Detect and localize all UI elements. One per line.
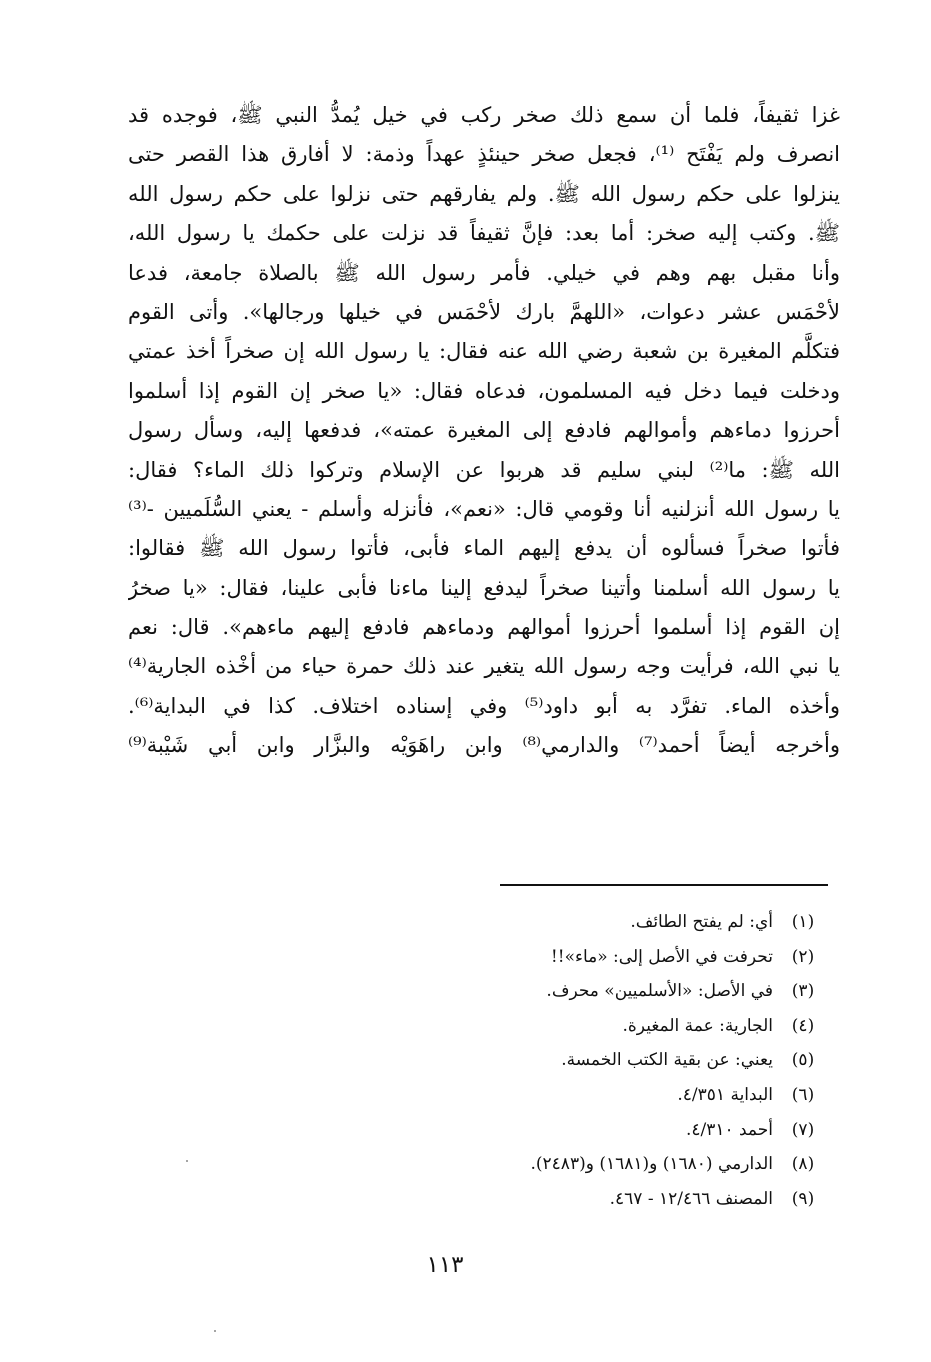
footnote-text: أي: لم يفتح الطائف. [630, 912, 773, 932]
footnote-item [403, 1113, 823, 1148]
footnote-text: الدارمي (١٦٨٠) و(١٦٨١) و(٢٤٨٣). [530, 1154, 773, 1175]
text-line: إن القوم إذا أسلموا أحرزوا أموالهم ودماءهم فادفع إليهم ماءهم». قال: نعم [128, 615, 840, 640]
text-line: وأخرجه أيضاً أحمد⁽⁷⁾ والدارمي⁽⁸⁾ وابن راهَوَيْه والبزَّار وابن أبي شَيْبة⁽⁹⁾ [128, 733, 840, 758]
footnote-text: تحرفت في الأصل إلى: «ماء»!! [550, 946, 773, 967]
main-text-block [128, 96, 840, 766]
text-line: انصرف ولم يَفْتَح ⁽¹⁾، فجعل صخر حينئذٍ عهداً وذمة: لا أفارق هذا القصر حتى [128, 142, 840, 167]
text-line: ﷺ. وكتب إليه صخر: أما بعد: فإنَّ ثقيفاً قد نزلت على حكمك يا رسول الله، [128, 221, 840, 246]
footnote-divider [500, 884, 828, 886]
text-line: لأحْمَس عشر دعوات، «اللهمَّ بارك لأحْمَس في خيلها ورجالها». وأتى القوم [128, 299, 840, 324]
text-line: فأتوا صخراً فسألوه أن يدفع إليهم الماء فأبى، فأتوا رسول الله ﷺ فقالوا: [128, 536, 840, 561]
footnote-number: (٦) [791, 1084, 815, 1105]
footnote-number: (٤) [791, 1015, 815, 1036]
footnote-number: (٩) [791, 1188, 815, 1209]
footnote-number: (٥) [791, 1050, 815, 1071]
footnote-item [403, 1009, 823, 1044]
footnote-text: يعني: عن بقية الكتب الخمسة. [561, 1050, 773, 1071]
footnotes [403, 905, 823, 1216]
footnote-item [403, 1043, 823, 1078]
text-line: غزا ثقيفاً، فلما أن سمع ذلك صخر ركب في خيل يُمدُّ النبي ﷺ، فوجده قد [128, 103, 840, 127]
scan-speck [186, 1160, 188, 1162]
footnote-number: (١) [791, 912, 815, 932]
footnote-item [403, 1182, 823, 1217]
footnote-text: في الأصل: «الأسلميين» محرف. [546, 981, 773, 1002]
footnote-number: (٨) [791, 1154, 815, 1175]
text-line: ينزلوا على حكم رسول الله ﷺ. ولم يفارقهم حتى نزلوا على حكم رسول الله [128, 181, 840, 206]
footnote-text: البداية ٤/٣٥١. [677, 1084, 773, 1105]
footnote-number: (٣) [791, 981, 815, 1002]
text-line: فتكلَّم المغيرة بن شعبة رضي الله عنه فقال: يا رسول الله إن صخراً أخذ عمتي [128, 339, 840, 364]
text-line: وأنا مقبل بهم وهم في خيلي. فأمر رسول الله ﷺ بالصلاة جامعة، فدعا [128, 260, 840, 285]
footnote-number: (٢) [791, 946, 815, 967]
text-line: الله ﷺ: ما⁽²⁾ لبني سليم قد هربوا عن الإسلام وتركوا ذلك الماء؟ فقال: [128, 457, 840, 482]
footnote-number: (٧) [791, 1119, 815, 1140]
scan-speck [214, 1330, 216, 1332]
footnote-text: المصنف ١٢/٤٦٦ - ٤٦٧. [609, 1188, 773, 1209]
text-line: يا رسول الله أنزلنيه أنا وقومي قال: «نعم»، فأنزله وأسلم - يعني السُّلَميين -⁽³⁾ [128, 496, 840, 521]
page-number: ١١٣ [426, 1252, 464, 1278]
footnote-text: أحمد ٤/٣١٠. [685, 1119, 773, 1140]
text-line: ودخلت فيما دخل فيه المسلمون، فدعاه فقال: «يا صخر إن القوم إذا أسلموا [128, 378, 840, 403]
footnote-item [403, 974, 823, 1009]
text-line: وأخذه الماء. تفرَّد به أبو داود⁽⁵⁾ وفي إسناده اختلاف. كذا في البداية⁽⁶⁾. [128, 693, 840, 718]
text-line: أحرزوا دماءهم وأموالهم فادفع إلى المغيرة عمته»، فدفعها إليه، وسأل رسول [128, 418, 840, 443]
footnote-text: الجارية: عمة المغيرة. [622, 1015, 773, 1036]
footnote-item [403, 1147, 823, 1182]
text-line: يا نبي الله، فرأيت وجه رسول الله يتغير عند ذلك حمرة حياء من أخْذه الجارية⁽⁴⁾ [128, 654, 840, 679]
footnote-item [403, 1078, 823, 1113]
footnote-item [403, 905, 823, 940]
footnote-item [403, 940, 823, 975]
text-line: يا رسول الله أسلمنا وأتينا صخراً ليدفع إلينا ماءنا فأبى علينا، فقال: «يا صخرُ [128, 575, 840, 600]
